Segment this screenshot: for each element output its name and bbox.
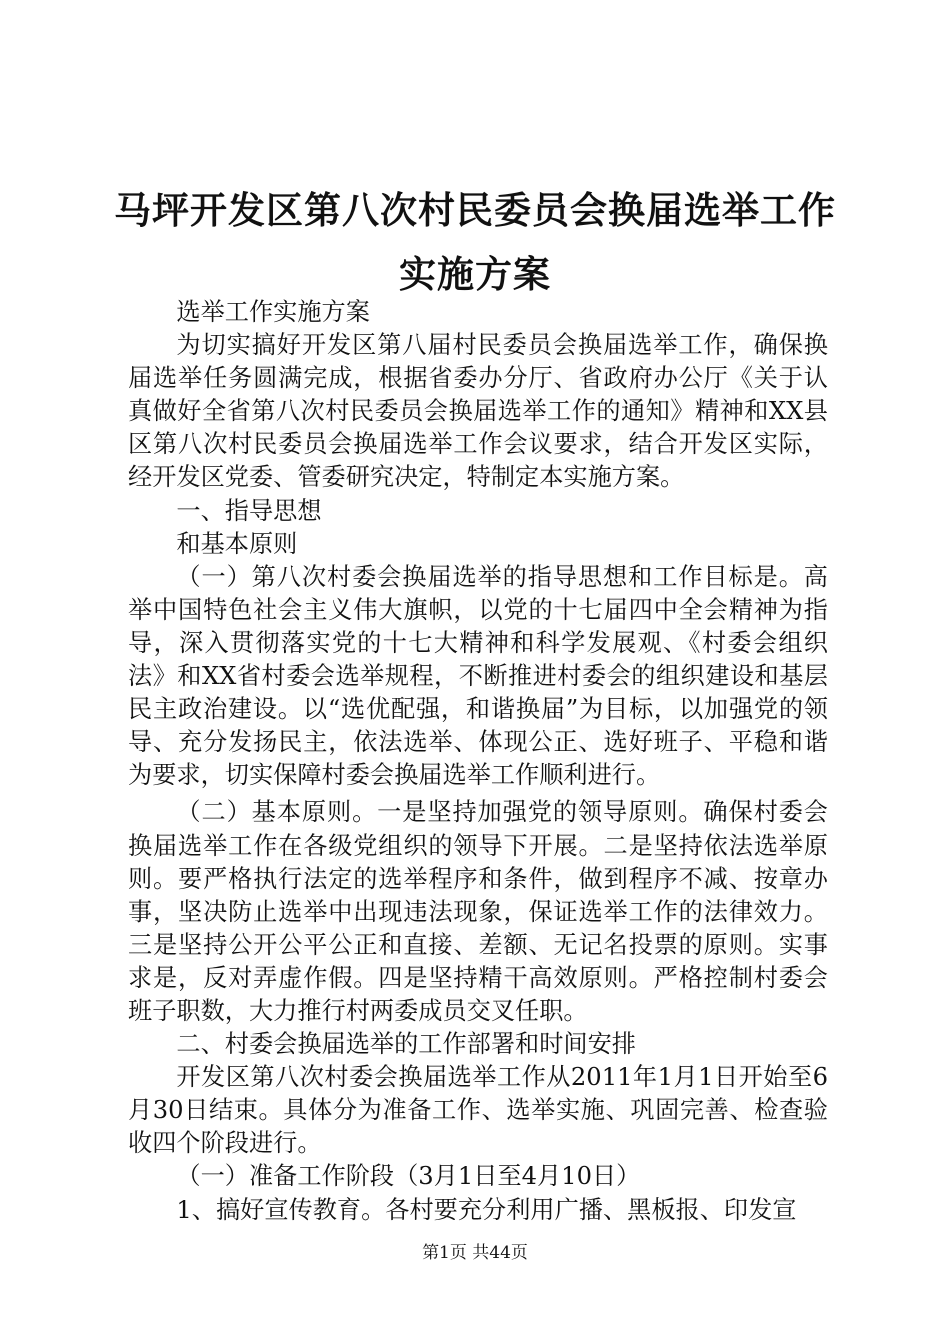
paragraph-intro: 为切实搞好开发区第八届村民委员会换届选举工作，确保换届选举任务圆满完成，根据省委办分厅、省政府办公厅《关于认真做好全省第八次村民委员会换届选举工作的通知》精神和XX县区第八次村民委员会换届选举工作会议要求，结合开发区实际，经开发区党委、管委研究决定，特制定本实施方案。 [128, 331, 828, 492]
paragraph-guiding-goals: （一）第八次村委会换届选举的指导思想和工作目标是。高举中国特色社会主义伟大旗帜，以党的十七届四中全会精神为指导，深入贯彻落实党的十七大精神和科学发展观、《村委会组织法》和XX省村委会选举规程，不断推进村委会的组织建设和基层民主政治建设。以“选优配强，和谐换届”为目标，以加强党的领导、充分发扬民主，依法选举、体现公正、选好班子、平稳和谐为要求，切实保障村委会换届选举工作顺利进行。 [128, 562, 828, 790]
page-footer: 第1页 共44页 [422, 1243, 528, 1263]
document-title: 马坪开发区第八次村民委员会换届选举工作实施方案 [114, 188, 836, 296]
section-heading-guiding-thought: 一、指导思想 [176, 496, 322, 525]
paragraph-subtitle: 选举工作实施方案 [176, 298, 370, 326]
section-heading-deployment: 二、村委会换届选举的工作部署和时间安排 [176, 1030, 636, 1059]
subsection-heading-preparation: （一）准备工作阶段（3月1日至4月10日） [176, 1162, 641, 1191]
document-body [128, 296, 828, 1227]
section-heading-basic-principles: 和基本原则 [176, 529, 298, 558]
paragraph-schedule: 开发区第八次村委会换届选举工作从2011年1月1日开始至6月30日结束。具体分为准备工作、选举实施、巩固完善、检查验收四个阶段进行。 [128, 1063, 828, 1158]
paragraph-basic-principles: （二）基本原则。一是坚持加强党的领导原则。确保村委会换届选举工作在各级党组织的领导下开展。二是坚持依法选举原则。要严格执行法定的选举程序和条件，做到程序不减、按章办事，坚决防止选举中出现违法现象，保证选举工作的法律效力。三是坚持公开公平公正和直接、差额、无记名投票的原则。实事求是，反对弄虚作假。四是坚持精干高效原则。严格控制村委会班子职数，大力推行村两委成员交叉任职。 [128, 798, 828, 1025]
paragraph-publicity: 1、搞好宣传教育。各村要充分利用广播、黑板报、印发宣 [176, 1195, 797, 1224]
